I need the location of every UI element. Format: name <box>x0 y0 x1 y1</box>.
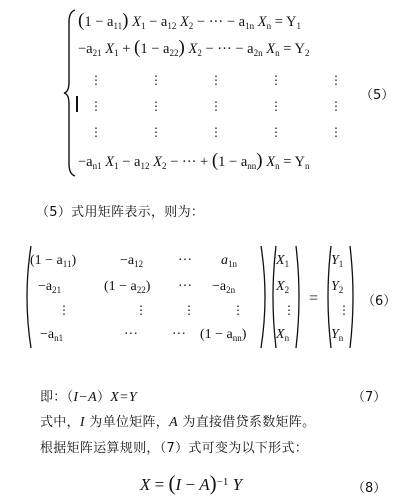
system-row-n: $-a_{n1}$ $X_1 - a_{12}$ $X_2$ − ··· + $(1 - a_{nn})$ $X_n = Y_n$ <box>78 150 310 171</box>
xvec-entry-2: $X_2$ <box>276 279 290 295</box>
matrix-cell-r1c2: $-a_{12}$ <box>120 253 144 269</box>
xvec-right-paren <box>295 245 303 349</box>
equation-line-7: 即：（I−A）X=Y <box>40 390 137 405</box>
matrix-cell-r4c4: $(1 - a_{nn})$ <box>200 327 247 343</box>
matrix-cell-r2c3: ··· <box>178 279 192 294</box>
equation-number-8: （8） <box>352 481 387 496</box>
equation-number-7: （7） <box>352 390 387 405</box>
system-row-2: $-a_{21}$ $X_1 + (1 - a_{22}) X_2$ − ··· − $a_{2n}$ $X_n = Y_2$ <box>78 37 310 58</box>
matrix-cell-r2c2: $(1 - a_{22})$ <box>104 279 151 295</box>
matrix-equals: = <box>309 290 319 307</box>
matrix-cell-r4c1: $-a_{n1}$ <box>40 327 64 343</box>
yvec-entry-n: $Y_n$ <box>331 327 344 343</box>
text-cursor <box>76 96 78 112</box>
yvec-entry-1: $Y_1$ <box>331 253 344 269</box>
system-row-1: $(1 - a_{11})$ $X_1 - a_{12}$ $X_2$ − ··· − $a_{1n}$ $X_n = Y_1$ <box>78 10 301 31</box>
left-brace <box>63 8 77 178</box>
xvec-vdots: ⋮ <box>283 303 295 317</box>
matrix-cell-r2c4: $-a_{2n}$ <box>212 279 236 295</box>
xvec-entry-1: $X_1$ <box>276 253 290 269</box>
matrix-vdots: ⋮ <box>232 303 244 317</box>
paragraph-definitions: 式中，I 为单位矩阵，A 为直接借贷系数矩阵。 <box>40 415 316 430</box>
yvec-right-paren <box>349 245 357 349</box>
yvec-vdots: ⋮ <box>338 303 350 317</box>
matrix-cell-r2c1: $-a_{21}$ <box>38 279 62 295</box>
matrix-vdots: ⋮ <box>135 303 147 317</box>
matrix-cell-r4c3: ··· <box>172 327 186 342</box>
equation-8: $X = (I - A)^{-1}$ Y <box>140 471 243 495</box>
matrix-cell-r1c3: ··· <box>178 253 192 268</box>
matrix-cell-r1c4: $a_{1n}$ <box>221 253 237 269</box>
equation-number-6: （6） <box>362 294 397 309</box>
matrix-cell-r4c2: ··· <box>124 327 138 342</box>
matrix-cell-r1c1: $(1 - a_{11})$ <box>30 253 77 269</box>
equation-number-5: （5） <box>360 88 395 103</box>
matrix-vdots: ⋮ <box>58 303 70 317</box>
yvec-entry-2: $Y_2$ <box>331 279 344 295</box>
xvec-entry-n: $X_n$ <box>276 327 290 343</box>
paragraph-matrix-intro: （5）式用矩阵表示，则为： <box>36 205 205 220</box>
paragraph-transform: 根据矩阵运算规则，（7）式可变为以下形式： <box>40 441 309 456</box>
matrix-vdots: ⋮ <box>183 303 195 317</box>
